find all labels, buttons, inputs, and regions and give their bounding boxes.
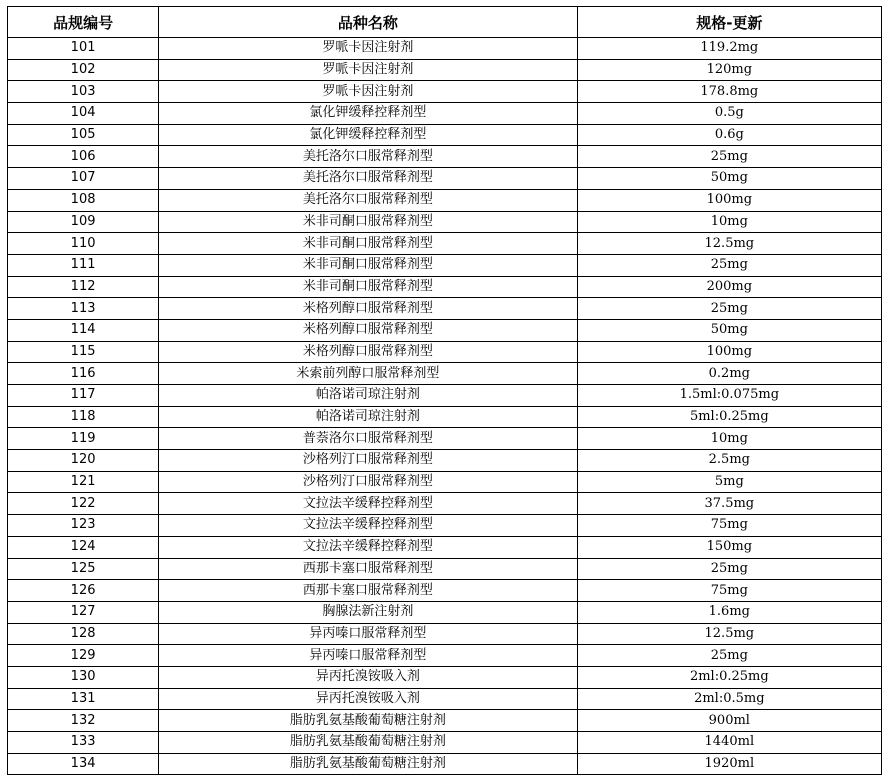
cell-code: 128 <box>8 623 159 645</box>
cell-spec: 25mg <box>577 254 881 276</box>
cell-code: 130 <box>8 666 159 688</box>
cell-code: 120 <box>8 450 159 472</box>
cell-code: 114 <box>8 319 159 341</box>
cell-name: 胸腺法新注射剂 <box>159 601 577 623</box>
cell-code: 117 <box>8 385 159 407</box>
cell-name: 米格列醇口服常释剂型 <box>159 341 577 363</box>
cell-spec: 100mg <box>577 341 881 363</box>
cell-name: 帕洛诺司琼注射剂 <box>159 406 577 428</box>
cell-code: 119 <box>8 428 159 450</box>
header-code: 品规编号 <box>8 7 159 38</box>
table-row <box>8 688 882 710</box>
cell-code: 124 <box>8 536 159 558</box>
table-row <box>8 666 882 688</box>
cell-name: 米非司酮口服常释剂型 <box>159 254 577 276</box>
cell-name: 普萘洛尔口服常释剂型 <box>159 428 577 450</box>
cell-code: 123 <box>8 515 159 537</box>
cell-code: 129 <box>8 645 159 667</box>
table-row <box>8 168 882 190</box>
table-row <box>8 645 882 667</box>
cell-spec: 37.5mg <box>577 493 881 515</box>
table-row <box>8 146 882 168</box>
cell-name: 异丙嗪口服常释剂型 <box>159 623 577 645</box>
cell-name: 罗哌卡因注射剂 <box>159 38 577 60</box>
cell-name: 沙格列汀口服常释剂型 <box>159 450 577 472</box>
cell-spec: 50mg <box>577 319 881 341</box>
table-row <box>8 81 882 103</box>
table-row <box>8 298 882 320</box>
table-row <box>8 385 882 407</box>
cell-spec: 900ml <box>577 710 881 732</box>
cell-code: 106 <box>8 146 159 168</box>
cell-spec: 100mg <box>577 189 881 211</box>
cell-code: 104 <box>8 103 159 125</box>
table-row <box>8 38 882 60</box>
cell-spec: 75mg <box>577 580 881 602</box>
cell-spec: 75mg <box>577 515 881 537</box>
cell-spec: 2ml:0.25mg <box>577 666 881 688</box>
cell-code: 103 <box>8 81 159 103</box>
cell-name: 文拉法辛缓释控释剂型 <box>159 515 577 537</box>
cell-spec: 1920ml <box>577 753 881 775</box>
table-row <box>8 580 882 602</box>
cell-code: 125 <box>8 558 159 580</box>
cell-spec: 5mg <box>577 471 881 493</box>
cell-spec: 5ml:0.25mg <box>577 406 881 428</box>
cell-name: 脂肪乳氨基酸葡萄糖注射剂 <box>159 732 577 754</box>
cell-code: 108 <box>8 189 159 211</box>
cell-spec: 12.5mg <box>577 623 881 645</box>
cell-code: 109 <box>8 211 159 233</box>
table-row <box>8 623 882 645</box>
table-header <box>8 7 882 38</box>
table-row <box>8 710 882 732</box>
table-row <box>8 363 882 385</box>
table-row <box>8 493 882 515</box>
cell-name: 米格列醇口服常释剂型 <box>159 319 577 341</box>
cell-spec: 2ml:0.5mg <box>577 688 881 710</box>
cell-code: 133 <box>8 732 159 754</box>
cell-code: 134 <box>8 753 159 775</box>
cell-code: 121 <box>8 471 159 493</box>
table-row <box>8 211 882 233</box>
cell-spec: 120mg <box>577 59 881 81</box>
cell-spec: 0.2mg <box>577 363 881 385</box>
cell-name: 美托洛尔口服常释剂型 <box>159 168 577 190</box>
table-row <box>8 59 882 81</box>
cell-name: 美托洛尔口服常释剂型 <box>159 146 577 168</box>
cell-spec: 1440ml <box>577 732 881 754</box>
table-row <box>8 471 882 493</box>
cell-code: 107 <box>8 168 159 190</box>
cell-code: 113 <box>8 298 159 320</box>
cell-spec: 0.6g <box>577 124 881 146</box>
cell-name: 脂肪乳氨基酸葡萄糖注射剂 <box>159 753 577 775</box>
cell-spec: 178.8mg <box>577 81 881 103</box>
table-row <box>8 536 882 558</box>
cell-name: 氯化钾缓释控释剂型 <box>159 124 577 146</box>
cell-name: 米非司酮口服常释剂型 <box>159 276 577 298</box>
cell-spec: 12.5mg <box>577 233 881 255</box>
table-row <box>8 558 882 580</box>
cell-name: 米格列醇口服常释剂型 <box>159 298 577 320</box>
cell-code: 105 <box>8 124 159 146</box>
header-spec: 规格-更新 <box>577 7 881 38</box>
header-row <box>8 7 882 38</box>
table-row <box>8 515 882 537</box>
cell-code: 126 <box>8 580 159 602</box>
cell-spec: 1.5ml:0.075mg <box>577 385 881 407</box>
cell-name: 西那卡塞口服常释剂型 <box>159 558 577 580</box>
cell-spec: 1.6mg <box>577 601 881 623</box>
table-row <box>8 406 882 428</box>
cell-spec: 119.2mg <box>577 38 881 60</box>
cell-code: 131 <box>8 688 159 710</box>
table-row <box>8 276 882 298</box>
cell-code: 132 <box>8 710 159 732</box>
cell-spec: 25mg <box>577 146 881 168</box>
table-row <box>8 341 882 363</box>
cell-name: 西那卡塞口服常释剂型 <box>159 580 577 602</box>
cell-spec: 25mg <box>577 298 881 320</box>
cell-code: 102 <box>8 59 159 81</box>
table-row <box>8 732 882 754</box>
cell-name: 米索前列醇口服常释剂型 <box>159 363 577 385</box>
cell-code: 116 <box>8 363 159 385</box>
cell-code: 112 <box>8 276 159 298</box>
cell-name: 罗哌卡因注射剂 <box>159 81 577 103</box>
cell-name: 异丙托溴铵吸入剂 <box>159 666 577 688</box>
cell-code: 115 <box>8 341 159 363</box>
cell-name: 异丙嗪口服常释剂型 <box>159 645 577 667</box>
cell-spec: 150mg <box>577 536 881 558</box>
cell-name: 氯化钾缓释控释剂型 <box>159 103 577 125</box>
cell-name: 文拉法辛缓释控释剂型 <box>159 536 577 558</box>
cell-spec: 50mg <box>577 168 881 190</box>
table-row <box>8 753 882 775</box>
header-name: 品种名称 <box>159 7 577 38</box>
cell-spec: 0.5g <box>577 103 881 125</box>
cell-spec: 10mg <box>577 428 881 450</box>
table-row <box>8 124 882 146</box>
table-row <box>8 233 882 255</box>
cell-name: 帕洛诺司琼注射剂 <box>159 385 577 407</box>
table-row <box>8 254 882 276</box>
cell-code: 122 <box>8 493 159 515</box>
drug-spec-table <box>7 6 882 775</box>
cell-code: 111 <box>8 254 159 276</box>
cell-spec: 2.5mg <box>577 450 881 472</box>
cell-name: 沙格列汀口服常释剂型 <box>159 471 577 493</box>
cell-name: 文拉法辛缓释控释剂型 <box>159 493 577 515</box>
cell-name: 罗哌卡因注射剂 <box>159 59 577 81</box>
cell-name: 米非司酮口服常释剂型 <box>159 233 577 255</box>
cell-spec: 25mg <box>577 558 881 580</box>
cell-code: 110 <box>8 233 159 255</box>
cell-name: 脂肪乳氨基酸葡萄糖注射剂 <box>159 710 577 732</box>
cell-name: 美托洛尔口服常释剂型 <box>159 189 577 211</box>
table-row <box>8 319 882 341</box>
cell-code: 101 <box>8 38 159 60</box>
cell-spec: 25mg <box>577 645 881 667</box>
cell-spec: 200mg <box>577 276 881 298</box>
table-row <box>8 601 882 623</box>
table-row <box>8 450 882 472</box>
table-row <box>8 189 882 211</box>
cell-code: 127 <box>8 601 159 623</box>
cell-name: 异丙托溴铵吸入剂 <box>159 688 577 710</box>
table-row <box>8 103 882 125</box>
cell-code: 118 <box>8 406 159 428</box>
table-body <box>8 38 882 775</box>
table-row <box>8 428 882 450</box>
cell-name: 米非司酮口服常释剂型 <box>159 211 577 233</box>
cell-spec: 10mg <box>577 211 881 233</box>
